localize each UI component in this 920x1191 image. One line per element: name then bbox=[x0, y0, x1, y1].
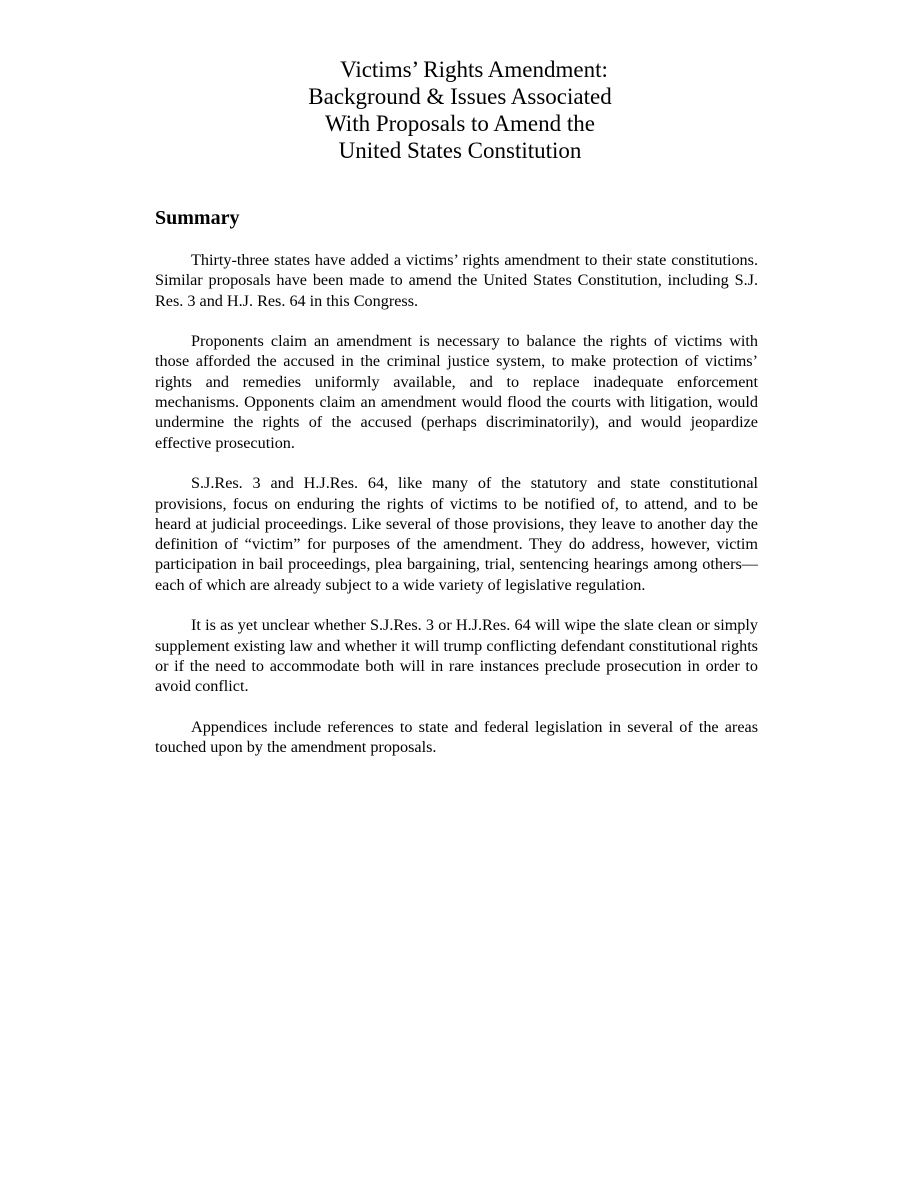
title-line: With Proposals to Amend the bbox=[325, 111, 595, 136]
title-line: United States Constitution bbox=[338, 138, 582, 163]
summary-paragraph: It is as yet unclear whether S.J.Res. 3 or H.J.Res. 64 will wipe the slate clean or simply supplement existing law and whether it will trump conflicting defendant constitutional rights or if the need to accommodate both will in rare instances preclude prosecution in order to avoid conflict. bbox=[155, 616, 758, 696]
summary-paragraph: Appendices include references to state and federal legislation in several of the areas touched upon by the amendment proposals. bbox=[155, 717, 758, 757]
summary-paragraph: Proponents claim an amendment is necessary to balance the rights of victims with those afforded the accused in the criminal justice system, to make protection of victims’ rights and remedies uniformly available, and to replace inadequate enforcement mechanisms. Opponents claim an amendment would flood the courts with litigation, would undermine the rights of the accused (perhaps discriminatorily), and would jeopardize effective prosecution. bbox=[155, 332, 758, 452]
title-line: Background & Issues Associated bbox=[308, 84, 612, 109]
summary-paragraph: S.J.Res. 3 and H.J.Res. 64, like many of the statutory and state constitutional provisions, focus on enduring the rights of victims to be notified of, to attend, and to be heard at judicial proceedings. Like several of those provisions, they leave to another day the definition of “victim” for purposes of the amendment. They do address, however, victim participation in bail proceedings, plea bargaining, trial, sentencing hearings among others—each of which are already subject to a wide variety of legislative regulation. bbox=[155, 474, 758, 594]
document-title bbox=[160, 56, 760, 164]
summary-heading: Summary bbox=[155, 207, 240, 229]
title-line: Victims’ Rights Amendment: bbox=[340, 57, 608, 82]
summary-paragraph: Thirty-three states have added a victims’ rights amendment to their state constitutions. Similar proposals have been made to amend the United States Constitution, including S.J. Res. 3 and H.J. Res. 64 in this Congress. bbox=[155, 251, 758, 310]
summary-body bbox=[155, 250, 758, 778]
